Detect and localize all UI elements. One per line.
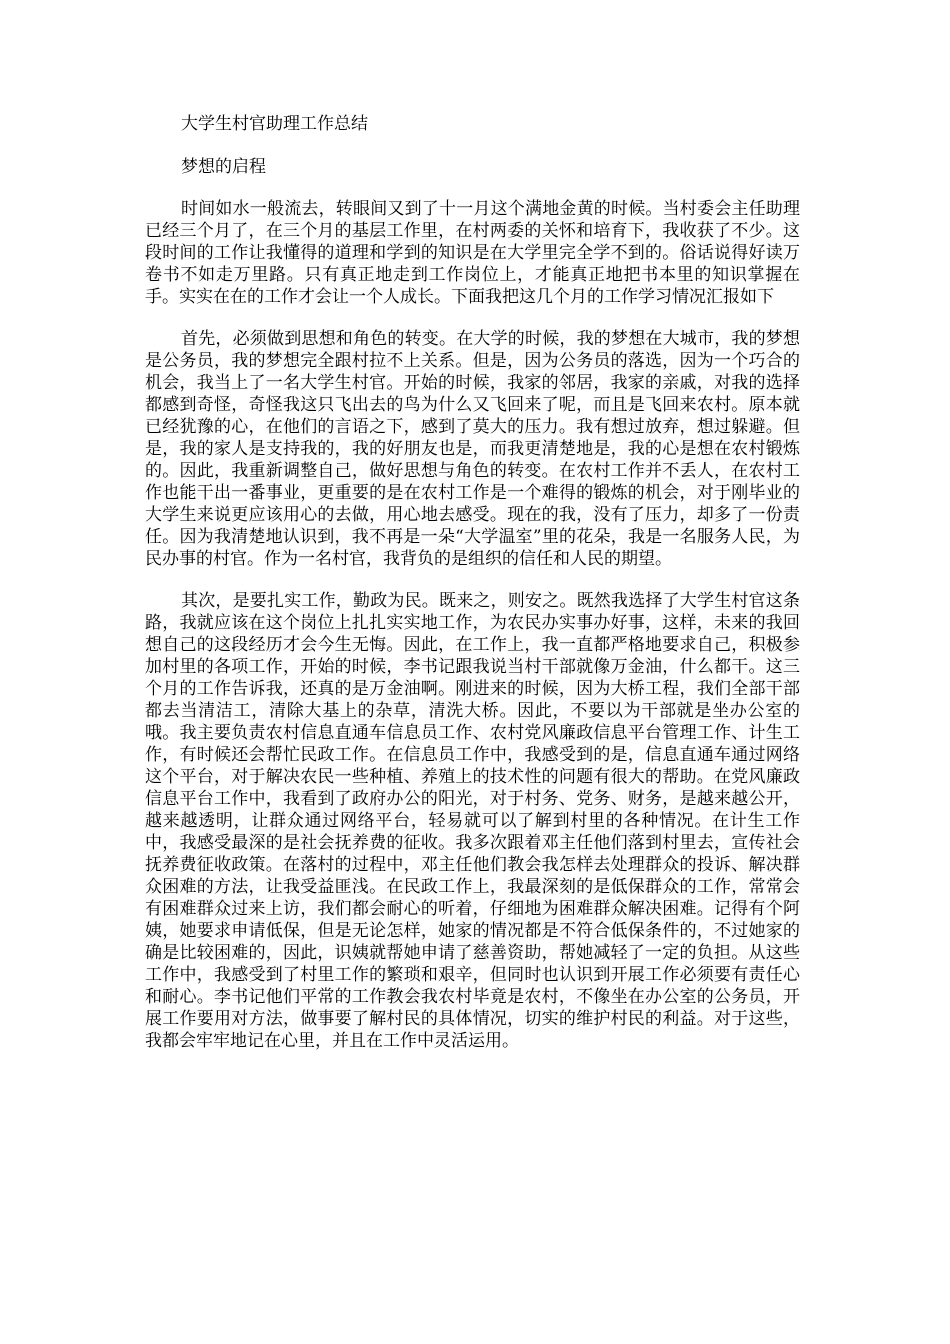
document-body — [145, 112, 800, 1072]
paragraph-intro: 时间如水一般流去，转眼间又到了十一月这个满地金黄的时候。当村委会主任助理已经三个月了，在三个月的基层工作里，在村两委的关怀和培育下，我收获了不少。这段时间的工作让我懂得的道理和学到的知识是在大学里完全学不到的。俗话说得好读万卷书不如走万里路。只有真正地走到工作岗位上，才能真正地把书本里的知识掌握在手。实实在在的工作才会让一个人成长。下面我把这几个月的工作学习情况汇报如下 — [145, 199, 800, 307]
document-title: 大学生村官助理工作总结 — [181, 114, 368, 134]
paragraph-first-point: 首先，必须做到思想和角色的转变。在大学的时候，我的梦想在大城市，我的梦想是公务员，我的梦想完全跟村拉不上关系。但是，因为公务员的落选，因为一个巧合的机会，我当上了一名大学生村官。开始的时候，我家的邻居，我家的亲戚，对我的选择都感到奇怪，奇怪我这只飞出去的鸟为什么又飞回来了呢，而且是飞回来农村。原本就已经犹豫的心，在他们的言语之下，感到了莫大的压力。我有想过放弃，想过躲避。但是，我的家人是支持我的，我的好朋友也是，而我更清楚地是，我的心是想在农村锻炼的。因此，我重新调整自己，做好思想与角色的转变。在农村工作并不丢人，在农村工作也能干出一番事业，更重要的是在农村工作是一个难得的锻炼的机会，对于刚毕业的大学生来说更应该用心的去做，用心地去感受。现在的我，没有了压力，却多了一份责任。因为我清楚地认识到，我不再是一朵“大学温室”里的花朵，我是一名服务人民，为民办事的村官。作为一名村官，我背负的是组织的信任和人民的期望。 — [145, 329, 800, 569]
section-heading: 梦想的启程 — [181, 157, 266, 177]
paragraph-second-point: 其次，是要扎实工作，勤政为民。既来之，则安之。既然我选择了大学生村官这条路，我就应该在这个岗位上扎扎实实地工作，为农民办实事办好事，这样，未来的我回想自己的这段经历才会今生无悔。因此，在工作上，我一直都严格地要求自己，积极参加村里的各项工作，开始的时候，李书记跟我说当村干部就像万金油，什么都干。这三个月的工作告诉我，还真的是万金油啊。刚进来的时候，因为大桥工程，我们全部干部都去当清洁工，清除大基上的杂草，清洗大桥。因此，不要以为干部就是坐办公室的哦。我主要负责农村信息直通车信息员工作、农村党风廉政信息平台管理工作、计生工作，有时候还会帮忙民政工作。在信息员工作中，我感受到的是，信息直通车通过网络这个平台，对于解决农民一些种植、养殖上的技术性的问题有很大的帮助。在党风廉政信息平台工作中，我看到了政府办公的阳光，对于村务、党务、财务，是越来越公开，越来越透明，让群众通过网络平台，轻易就可以了解到村里的各种情况。在计生工作中，我感受最深的是社会抚养费的征收。我多次跟着邓主任他们落到村里去，宣传社会抚养费征收政策。在落村的过程中，邓主任他们教会我怎样去处理群众的投诉、解决群众困难的方法，让我受益匪浅。在民政工作上，我最深刻的是低保群众的工作，常常会有困难群众过来上访，我们都会耐心的听着，仔细地为困难群众解决困难。记得有个阿姨，她要求申请低保，但是无论怎样，她家的情况都是不符合低保条件的，不过她家的确是比较困难的，因此，识姨就帮她申请了慈善资助，帮她减轻了一定的负担。从这些工作中，我感受到了村里工作的繁琐和艰辛，但同时也认识到开展工作必须要有责任心和耐心。李书记他们平常的工作教会我农村毕竟是农村，不像坐在办公室的公务员，开展工作要用对方法，做事要了解村民的具体情况，切实的维护村民的利益。对于这些，我都会牢牢地记在心里，并且在工作中灵活运用。 — [145, 591, 800, 1051]
